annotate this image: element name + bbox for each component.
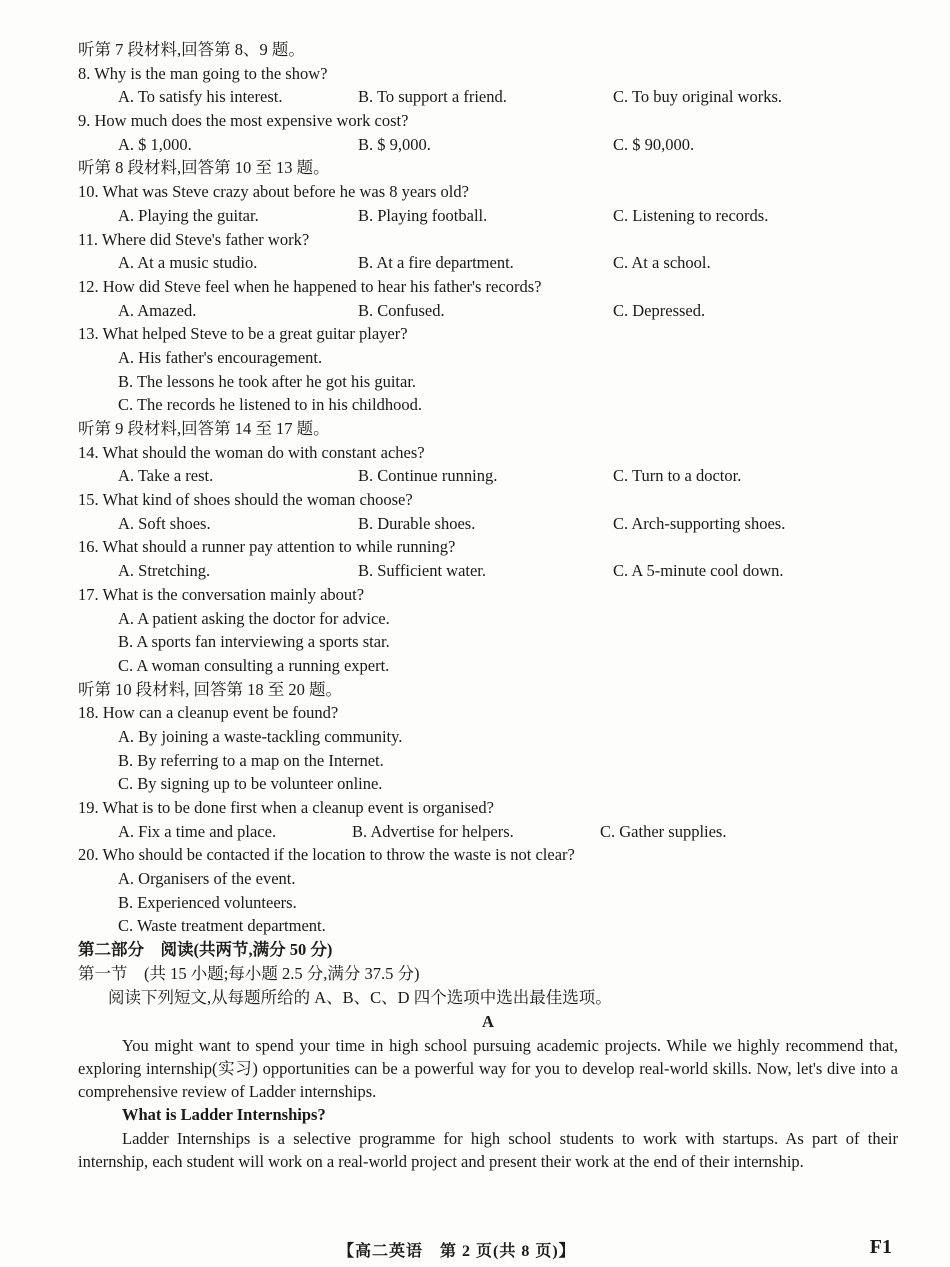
- option-b: B. Durable shoes.: [358, 513, 476, 533]
- options-10: [78, 204, 898, 228]
- options-19: [78, 820, 898, 844]
- option-a: A. Soft shoes.: [118, 513, 211, 533]
- passage-letter: A: [482, 1011, 494, 1031]
- option-c: C. By signing up to be volunteer online.: [118, 774, 383, 794]
- option-a: A. Playing the guitar.: [118, 205, 259, 225]
- option-c: C. $ 90,000.: [613, 134, 695, 154]
- options-11: [78, 251, 898, 275]
- option-b: B. Playing football.: [358, 205, 488, 225]
- question-13: 13. What helped Steve to be a great guitar player?: [78, 324, 408, 344]
- part-title: 第二部分 阅读(共两节,满分 50 分): [78, 940, 333, 960]
- option-a: A. Fix a time and place.: [118, 821, 277, 841]
- option-a: A. Organisers of the event.: [118, 869, 296, 889]
- question-15: 15. What kind of shoes should the woman choose?: [78, 490, 413, 510]
- question-14: 14. What should the woman do with constant aches?: [78, 442, 425, 462]
- option-b: B. By referring to a map on the Internet.: [118, 750, 384, 770]
- question-16: 16. What should a runner pay attention to while running?: [78, 537, 456, 557]
- option-c: C. A 5-minute cool down.: [613, 561, 784, 581]
- options-8: [78, 85, 898, 109]
- options-9: [78, 133, 898, 157]
- option-b: B. The lessons he took after he got his guitar.: [118, 371, 417, 391]
- option-b: B. Sufficient water.: [358, 561, 487, 581]
- exam-page: [78, 38, 898, 1174]
- footer-page-label: 【高二英语 第 2 页(共 8 页)】: [338, 1243, 576, 1260]
- option-a: A. His father's encouragement.: [118, 347, 323, 367]
- option-a: A. By joining a waste-tackling community.: [118, 726, 403, 746]
- option-a: A. A patient asking the doctor for advice.: [118, 608, 390, 628]
- options-16: [78, 559, 898, 583]
- option-c: C. At a school.: [613, 253, 711, 273]
- option-b: B. Advertise for helpers.: [352, 821, 514, 841]
- option-c: C. The records he listened to in his childhood.: [118, 395, 422, 415]
- option-a: A. To satisfy his interest.: [118, 87, 283, 107]
- question-17: 17. What is the conversation mainly about?: [78, 584, 365, 604]
- option-c: C. A woman consulting a running expert.: [118, 655, 390, 675]
- option-c: C. Listening to records.: [613, 205, 769, 225]
- paragraph-1: You might want to spend your time in high school pursuing academic projects. While we highly recommend that, exploring internship(实习) opportunities can be a powerful way for you to develop real-world skills. Now, let's dive into a comprehensive review of Ladder internships.: [78, 1035, 898, 1101]
- section-heading: 听第 7 段材料,回答第 8、9 题。: [78, 40, 305, 59]
- section-title: 第一节 (共 15 小题;每小题 2.5 分,满分 37.5 分): [78, 963, 420, 983]
- question-19: 19. What is to be done first when a cleanup event is organised?: [78, 798, 494, 817]
- option-c: C. To buy original works.: [613, 87, 783, 107]
- question-18: 18. How can a cleanup event be found?: [78, 703, 339, 723]
- option-a: A. At a music studio.: [118, 253, 258, 273]
- page-footer: [0, 1238, 950, 1266]
- question-8: 8. Why is the man going to the show?: [78, 63, 328, 83]
- question-10: 10. What was Steve crazy about before he was 8 years old?: [78, 182, 469, 202]
- option-b: B. At a fire department.: [358, 253, 514, 273]
- option-b: B. Continue running.: [358, 466, 498, 486]
- option-c: C. Arch-supporting shoes.: [613, 513, 786, 533]
- section-heading: 听第 8 段材料,回答第 10 至 13 题。: [78, 158, 330, 178]
- option-a: A. Amazed.: [118, 300, 197, 320]
- options-14: [78, 464, 898, 488]
- question-11: 11. Where did Steve's father work?: [78, 229, 310, 249]
- option-b: B. $ 9,000.: [358, 134, 431, 154]
- question-9: 9. How much does the most expensive work cost?: [78, 111, 409, 131]
- option-c: C. Gather supplies.: [600, 821, 727, 841]
- paragraph-2: Ladder Internships is a selective programme for high school students to work with startups. As part of their internship, each student will work on a real-world project and present their work at the end of their internship.: [78, 1129, 898, 1172]
- instruction: 阅读下列短文,从每题所给的 A、B、C、D 四个选项中选出最佳选项。: [108, 987, 612, 1007]
- option-c: C. Depressed.: [613, 300, 706, 320]
- option-a: A. $ 1,000.: [118, 134, 192, 154]
- subheading: What is Ladder Internships?: [122, 1105, 326, 1125]
- option-b: B. A sports fan interviewing a sports star.: [118, 632, 390, 652]
- option-c: C. Turn to a doctor.: [613, 466, 742, 486]
- section-heading: 听第 10 段材料, 回答第 18 至 20 题。: [78, 679, 342, 699]
- options-15: [78, 512, 898, 536]
- option-b: B. To support a friend.: [358, 87, 507, 107]
- option-a: A. Stretching.: [118, 561, 211, 581]
- options-12: [78, 299, 898, 323]
- option-a: A. Take a rest.: [118, 466, 214, 486]
- question-12: 12. How did Steve feel when he happened to hear his father's records?: [78, 276, 542, 296]
- option-b: B. Confused.: [358, 300, 445, 320]
- option-c: C. Waste treatment department.: [118, 916, 326, 936]
- option-b: B. Experienced volunteers.: [118, 892, 297, 912]
- question-20: 20. Who should be contacted if the location to throw the waste is not clear?: [78, 845, 575, 865]
- section-heading: 听第 9 段材料,回答第 14 至 17 题。: [78, 419, 330, 438]
- footer-code: F1: [869, 1236, 892, 1258]
